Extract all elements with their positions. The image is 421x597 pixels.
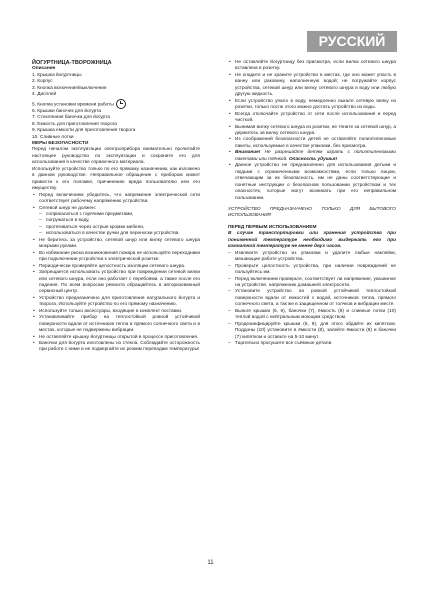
safety-bullet: • Баночки для йогурта изготовлены из стекла. Соблюдайте осторожность при работе с ними и не подвергайте их резким перепадам температуры! — [32, 341, 200, 354]
cord-dash-item: – использоваться в качестве ручки для переноски устройства. — [32, 231, 200, 237]
warning-text: Не разрешайте детям играть с полиэтиленовыми пакетами или плёнкой. — [235, 150, 396, 162]
description-heading: Описание — [32, 66, 56, 72]
safety-bullet: • Если устройство упало в воду, немедленно выньте сетевую вилку из розетки, только после этого можно достать устройство из воды. — [228, 99, 396, 112]
step-item: – Продезинфицируйте крышки (6, 9), для этого обдайте их кипятком. Поддоны (10) установите в ёмкости (8), залейте ёмкости (8) и баночки (7) кипятком и оставьте на 5-10 минут. — [228, 322, 396, 341]
cord-dash-item: – протягиваться через острые кромки мебели, — [32, 225, 200, 231]
safety-bullet: • Не кладите и не храните устройство в местах, где оно может упасть в ванну или раковину, наполненную водой; не погружайте корпус устройства, сетевой шнур или вилку сетевого шнура в воду или любую другую жидкость. — [228, 73, 396, 99]
part-item-timer — [32, 99, 200, 109]
part-item: 4. Дисплей — [32, 92, 57, 98]
safety-bullet: • Вынимая вилку сетевого шнура из розетки, не тяните за сетевой шнур, а держитесь за вилку сетевого шнура. — [228, 125, 396, 138]
step-item: – Тщательно просушите все съёмные детали. — [228, 341, 396, 347]
warning-bullet — [228, 150, 396, 163]
safety-bullet: • Сетевой шнур не должен: — [32, 206, 200, 212]
safety-heading: МЕРЫ БЕЗОПАСНОСТИ — [32, 140, 89, 146]
page-number: 11 — [207, 560, 214, 566]
safety-intro-2: Используйте устройство только по его прямому назначению, как изложено в данном руководстве. Неправильное обращение с прибором может привести к его поломке, причинению вреда пользователю или его имуществу. — [32, 166, 200, 192]
step-item: – Выньте крышки (6, 9), баночки (7), ёмкость (8) и сливные лотки (10) теплой водой с нейтральным моющим средством. — [228, 309, 396, 322]
safety-bullet: • Периодически проверяйте целостность изоляции сетевого шнура. — [32, 264, 200, 270]
part-item: 3. Кнопка включения/выключения — [32, 85, 107, 91]
cord-dash-item: – погружаться в воду, — [32, 218, 200, 224]
step-item: – Установите устройство на ровной устойчивой теплостойкой поверхности вдали от емкостей с водой, источников тепла, прямого солнечного света, а так же в защищенном от толчков и вибрации месте. — [228, 289, 396, 308]
safety-intro: Перед началом эксплуатации электроприбора внимательно прочитайте настоящее руководство по эксплуатации и сохраните его для использования в качестве справочного материала. — [32, 147, 200, 166]
part-item: 9. Крышка емкости для приготовления творога — [32, 128, 136, 134]
safety-bullet: • Запрещается использовать устройство при повреждении сетевой вилки или сетевого шнура, если оно работает с перебоями, а также после его падения. По всем вопросам ремонта обращайтесь в авторизованный сервисный центр. — [32, 270, 200, 296]
safety-bullet: • Устанавливайте прибор на теплостойкой ровной устойчивой поверхности вдали от источников тепла и прямого солнечного света и в местах, которые не подвержены вибрации. — [32, 315, 200, 334]
part-item: 7. Стеклянная баночка для йогурта — [32, 115, 110, 121]
warning-danger: Опасность удушья! — [288, 156, 338, 162]
safety-bullet: • Не оставляйте крышку йогуртницы открытой в процессе приготовления. — [32, 335, 200, 341]
safety-bullet: • Устройство предназначено для приготовления натурального йогурта и творога. Используйте устройство по его прямому назначению. — [32, 296, 200, 309]
step-item: – Перед включением проверьте, соответствует ли напряжение, указанное на устройстве, напряжению домашней электросети. — [228, 277, 396, 290]
cord-dash-item: – соприкасаться с горячими предметами, — [32, 212, 200, 218]
safety-bullet: • Всегда отключайте устройство от сети после использования и перед чисткой. — [228, 112, 396, 125]
product-title: ЙОГУРТНИЦА-ТВОРОЖНИЦА — [32, 60, 112, 66]
right-column — [228, 60, 396, 347]
part-item: 8. Емкость для приготовления творога — [32, 121, 117, 127]
clock-icon — [116, 99, 126, 109]
warning-label: Внимание! — [235, 150, 261, 156]
transport-note: В случае транспортировки или хранения устройства при пониженной температуре необходимо выдержать его при комнатной температуре не менее двух часов. — [228, 231, 396, 250]
part-item: 6. Крышки баночек для йогурта — [32, 108, 101, 114]
safety-bullet: • Перед включением убедитесь, что напряжение электрической сети соответствует рабочему напряжению устройства. — [32, 193, 200, 206]
part-item: 10. Сливные лотки — [32, 134, 74, 140]
household-note: УСТРОЙСТВО ПРЕДНАЗНАЧЕНО ТОЛЬКО ДЛЯ БЫТОВОГО ИСПОЛЬЗОВАНИЯ — [228, 206, 396, 219]
part-item: 2. Корпус — [32, 79, 53, 85]
parts-list — [32, 73, 200, 141]
safety-bullet: • Не беритесь за устройство, сетевой шнур или вилку сетевого шнура мокрыми руками. — [32, 238, 200, 251]
step-item: – Извлеките устройство из упаковки и удалите любые наклейки, мешающие работе устройства. — [228, 251, 396, 264]
left-column — [32, 60, 200, 354]
safety-bullet: • Во избежание риска возникновения пожара не используйте переходники при подключении устройства к электрической розетке. — [32, 251, 200, 264]
language-banner: РУССКИЙ — [307, 31, 397, 52]
safety-bullet: • Используйте только аксессуары, входящие в комплект поставки. — [32, 309, 200, 315]
part-item: 5. Кнопка установки времени работы — [32, 101, 114, 107]
safety-bullet: • Не оставляйте йогуртницу без присмотра, если вилка сетевого шнура вставлена в розетку. — [228, 60, 396, 73]
first-use-heading: ПЕРЕД ПЕРВЫМ ИСПОЛЬЗОВАНИЕМ — [228, 224, 317, 230]
safety-bullet: • Данное устройство не предназначено для использования детьми и людьми с ограниченными возможностями, если только лицом, отвечающим за их безопасность, им не даны соответствующие и понятные инструкции о безопасном пользовании устройством и тех опасностях, которые могут возникать при его неправильном пользовании. — [228, 163, 396, 202]
safety-bullet: • Из соображений безопасности детей не оставляйте полиэтиленовые пакеты, используемые в качестве упаковки, без присмотра. — [228, 137, 396, 150]
part-item: 1. Крышка йогуртницы — [32, 72, 82, 78]
step-item: – Проверьте целостность устройства, при наличии повреждений не пользуйтесь им. — [228, 264, 396, 277]
